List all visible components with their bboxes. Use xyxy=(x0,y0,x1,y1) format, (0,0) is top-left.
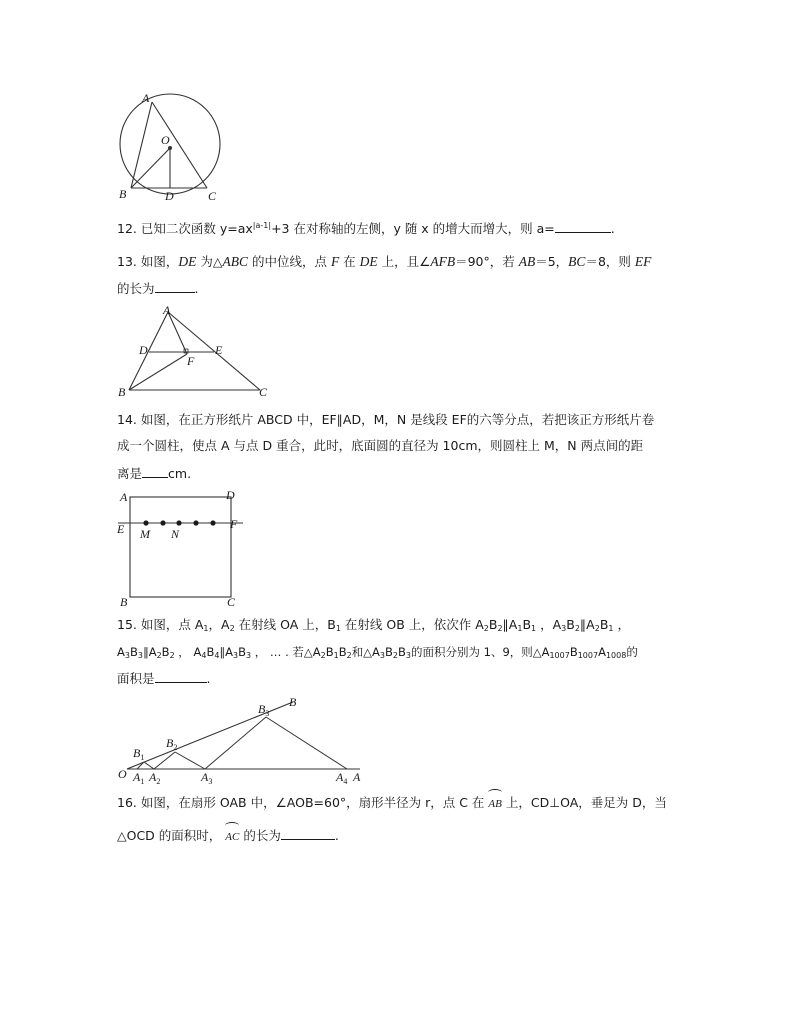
label-b1: $B_1$ xyxy=(133,746,145,762)
label-a: A xyxy=(142,91,150,105)
question-15-line-2: $A_3B_3\parallel A_2B_2$ ， $A_4B_4\parallel A_3B_3$ ， … . 若$\triangle A_2B_1B_2$和$\triangle A_3B_2B_3$的面积分别为 1、9，则$\triangle A_{1007}B_{1007}A_{1008}$的 xyxy=(117,645,638,660)
label-b2: $B_2$ xyxy=(166,736,178,752)
circle-triangle-figure xyxy=(115,92,230,207)
label-d: D xyxy=(139,343,148,357)
question-12: 12. 已知二次函数 $y=ax^{|a-1|}+3$ 在对称轴的左侧，y 随 x 的增大而增大，则 a= . xyxy=(117,221,615,236)
label-b: B xyxy=(120,595,128,609)
label-a: A xyxy=(120,490,128,504)
label-a2: $A_2$ xyxy=(149,770,161,786)
seg-b1a2 xyxy=(144,762,154,769)
question-15-line-3: 面积是 . xyxy=(117,671,211,686)
division-point xyxy=(210,520,215,525)
arc-ac-notation: AC xyxy=(225,828,239,845)
label-e: E xyxy=(215,343,223,357)
label-e: E xyxy=(117,522,125,536)
label-d: D xyxy=(226,488,235,502)
division-point xyxy=(160,520,165,525)
q15-number: 15. xyxy=(117,617,137,632)
answer-blank xyxy=(281,827,335,840)
seg-a2b2 xyxy=(154,752,175,769)
q14-number: 14. xyxy=(117,412,137,427)
label-c: C xyxy=(259,385,268,399)
answer-blank xyxy=(155,670,207,683)
segment-ac xyxy=(168,312,260,390)
question-14-line-3: 离是 cm. xyxy=(117,466,192,481)
label-a3: $A_3$ xyxy=(201,770,213,786)
seg-b3a4 xyxy=(266,717,347,769)
q12-number: 12. xyxy=(117,221,137,236)
seg-b2a3 xyxy=(175,752,205,769)
label-m: M xyxy=(140,527,150,541)
label-a4: $A_4$ xyxy=(336,770,348,786)
label-b: B xyxy=(119,187,127,201)
answer-blank xyxy=(155,280,195,293)
label-b3: $B_3$ xyxy=(258,702,270,718)
segment-bo xyxy=(131,148,170,188)
question-14-line-2: 成一个圆柱，使点 A 与点 D 重合，此时，底面圆的直径为 10cm，则圆柱上 M，N 两点间的距 xyxy=(117,438,644,453)
square-abcd xyxy=(130,497,231,597)
segment-af xyxy=(168,312,187,354)
label-b: B xyxy=(118,385,126,399)
question-15-line-1: 15. 如图，点 $A_1$，$A_2$ 在射线 OA 上，$B_1$ 在射线 OB 上，依次作 $A_2B_2\parallel A_1B_1$ ，$A_3B_2\parallel A_2B_1$ ， xyxy=(117,617,630,633)
label-c: C xyxy=(227,595,236,609)
label-o: O xyxy=(118,767,127,781)
q13-number: 13. xyxy=(117,254,137,269)
question-13-line-1: 13. 如图，DE 为△ABC 的中位线，点 F 在 DE 上，且∠AFB＝90°，若 AB＝5，BC＝8，则 EF xyxy=(117,254,652,269)
label-a: A xyxy=(163,303,171,317)
triangle-midline-figure xyxy=(115,302,275,398)
label-c: C xyxy=(208,189,217,203)
label-f: F xyxy=(187,354,195,368)
division-point xyxy=(193,520,198,525)
square-figure xyxy=(115,486,245,612)
label-f: F xyxy=(230,517,238,531)
label-d: D xyxy=(165,189,174,203)
question-16-line-2: △OCD 的面积时， AC 的长为 . xyxy=(117,827,339,845)
q16-number: 16. xyxy=(117,795,137,810)
label-a1: $A_1$ xyxy=(133,770,145,786)
question-16-line-1: 16. 如图，在扇形 OAB 中，∠AOB=60°，扇形半径为 r，点 C 在 AB 上，CD⊥OA，垂足为 D，当 xyxy=(117,795,667,812)
question-13-line-2: 的长为 . xyxy=(117,281,199,296)
division-point xyxy=(176,520,181,525)
label-b: B xyxy=(289,695,297,709)
answer-blank xyxy=(555,220,611,233)
label-a: A xyxy=(353,770,361,784)
rays-figure xyxy=(115,692,365,787)
arc-ab-notation: AB xyxy=(488,795,501,812)
label-o: O xyxy=(161,133,170,147)
answer-blank xyxy=(142,465,168,478)
question-14-line-1: 14. 如图，在正方形纸片 ABCD 中，EF∥AD，M，N 是线段 EF的六等分点，若把该正方形纸片卷 xyxy=(117,412,655,427)
segment-ab xyxy=(131,102,152,188)
label-n: N xyxy=(171,527,180,541)
division-point xyxy=(143,520,148,525)
